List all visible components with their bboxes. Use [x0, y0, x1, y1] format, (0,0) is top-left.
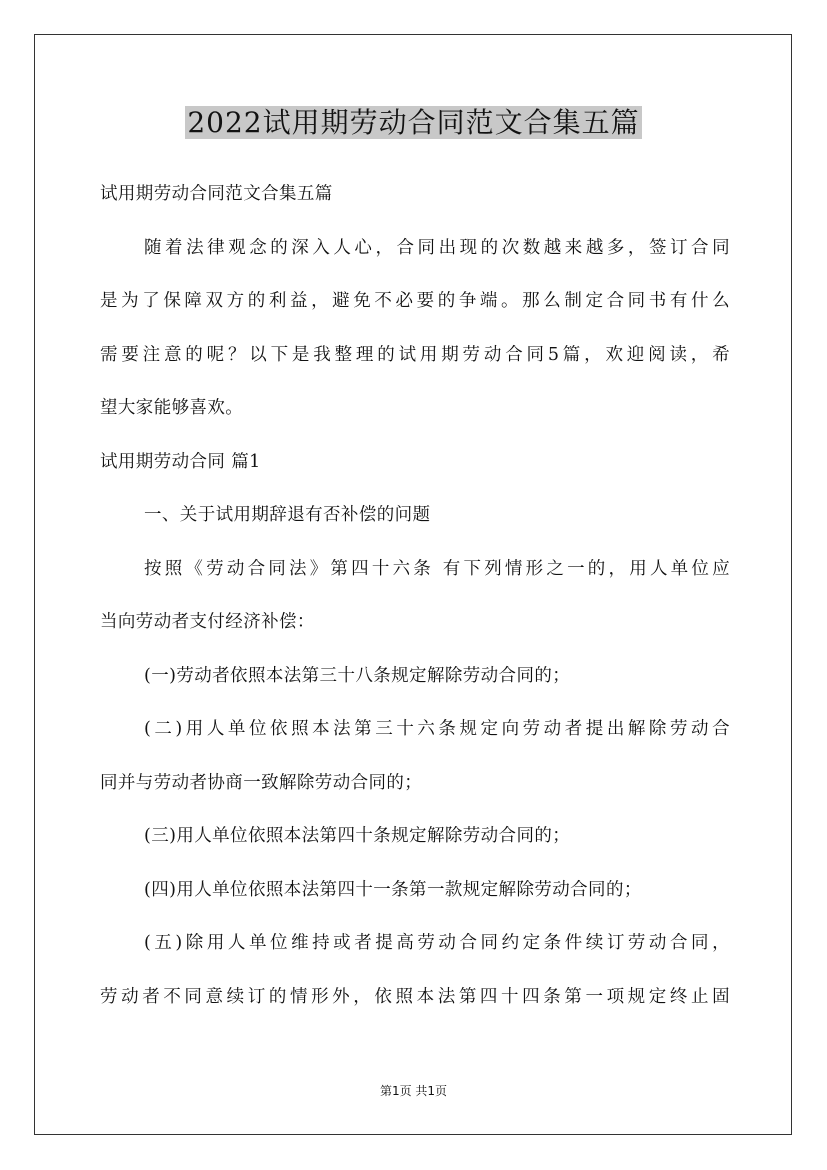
paragraph-line: 按照《劳动合同法》第四十六条 有下列情形之一的，用人单位应 [144, 558, 730, 579]
list-item: (三)用人单位依照本法第四十条规定解除劳动合同的； [144, 826, 571, 846]
subsection-heading: 一、关于试用期辞退有否补偿的问题 [144, 505, 431, 525]
list-item: (四)用人单位依照本法第四十一条第一款规定解除劳动合同的； [144, 879, 642, 900]
paragraph-line: 随着法律观念的深入人心，合同出现的次数越来越多，签订合同 [144, 237, 730, 258]
paragraph-line: 望大家能够喜欢。 [100, 398, 244, 418]
list-item-continuation: 劳动者不同意续订的情形外，依照本法第四十四条第一项规定终止固 [100, 986, 730, 1007]
section-heading: 试用期劳动合同 篇1 [100, 451, 261, 472]
list-item: (二)用人单位依照本法第三十六条规定向劳动者提出解除劳动合 [144, 719, 730, 739]
paragraph-line: 是为了保障双方的利益，避免不必要的争端。那么制定合同书有什么 [100, 291, 730, 311]
paragraph-line: 需要注意的呢？以下是我整理的试用期劳动合同5篇，欢迎阅读，希 [100, 344, 730, 365]
page-number: 第1页 共1页 [379, 1084, 448, 1098]
paragraph-line: 当向劳动者支付经济补偿： [100, 612, 315, 632]
page-footer [0, 1082, 827, 1100]
title-text: 2022试用期劳动合同范文合集五篇 [187, 106, 640, 139]
list-item: (一)劳动者依照本法第三十八条规定解除劳动合同的； [144, 665, 571, 686]
document-body [100, 168, 730, 1024]
subtitle-line: 试用期劳动合同范文合集五篇 [100, 184, 333, 204]
list-item-continuation: 同并与劳动者协商一致解除劳动合同的； [100, 772, 423, 793]
document-title [0, 100, 827, 146]
list-item: (五)除用人单位维持或者提高劳动合同约定条件续订劳动合同， [144, 933, 730, 953]
